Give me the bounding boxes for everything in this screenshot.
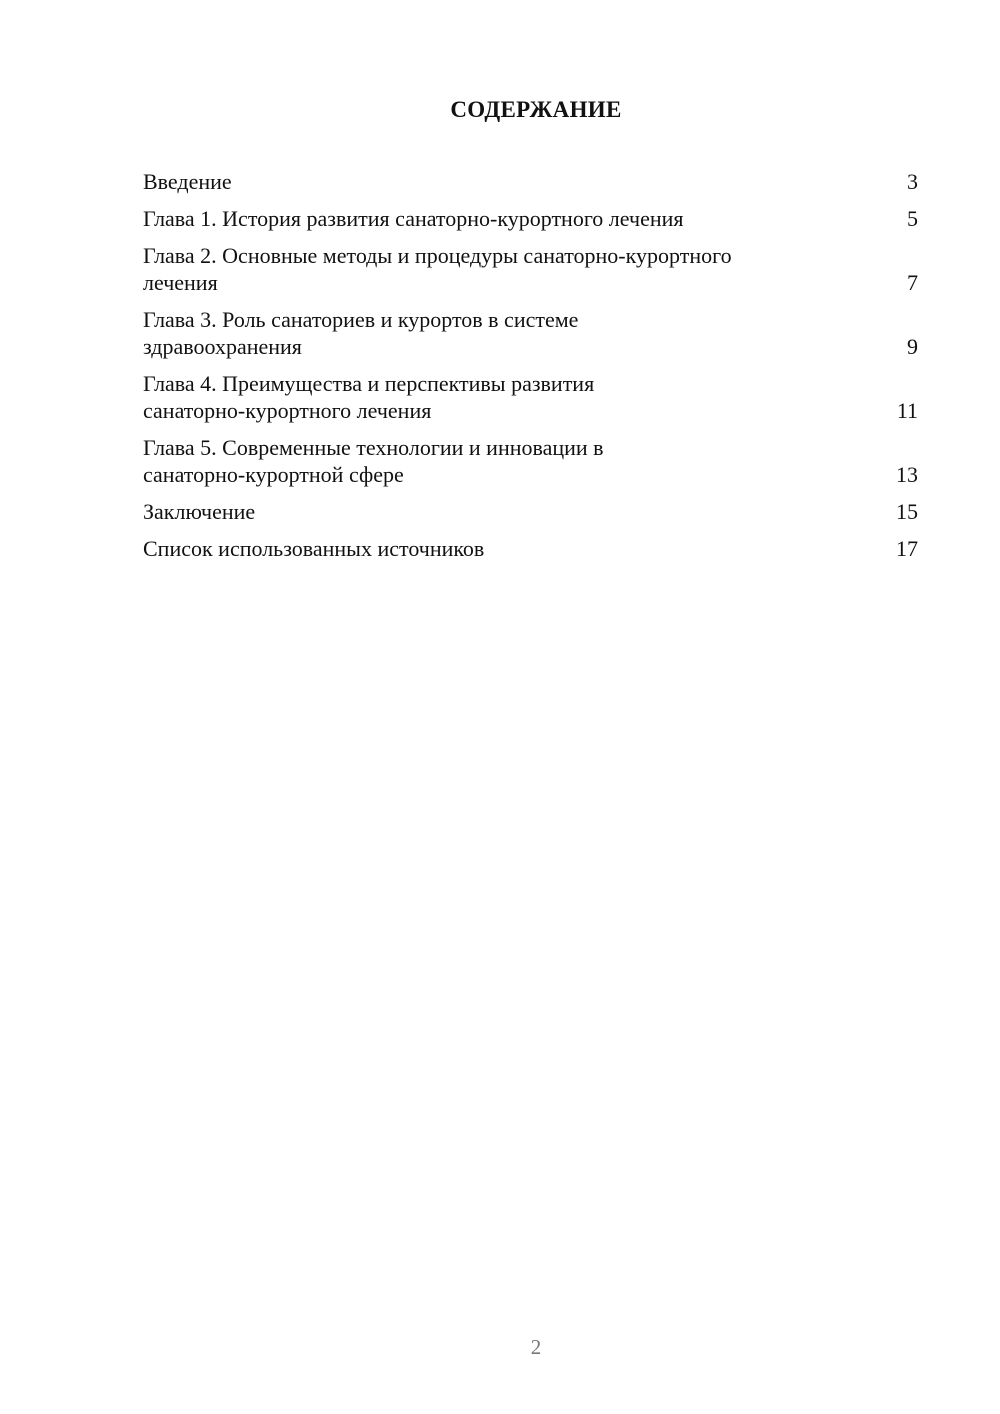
toc-entry-page: 17: [896, 536, 918, 561]
toc-entry-page: 15: [896, 499, 918, 524]
toc-entry-chapter-3: [143, 306, 918, 360]
toc-entry-chapter-2: [143, 242, 918, 296]
toc-entry-page: 7: [907, 270, 918, 295]
page-number: 2: [530, 1335, 542, 1359]
toc-entry-page: 13: [896, 462, 918, 487]
toc-entry-conclusion: [143, 498, 918, 525]
toc-entry-text: Введение: [143, 169, 232, 194]
toc-entry-text: Глава 2. Основные методы и процедуры санаторно-курортного лечения: [143, 243, 732, 295]
toc-entry-text: Глава 3. Роль санаториев и курортов в системе здравоохранения: [143, 307, 579, 359]
toc-heading: СОДЕРЖАНИЕ: [450, 97, 622, 122]
toc-entry-page: 5: [907, 206, 918, 231]
toc-entry-text: Список использованных источников: [143, 536, 485, 561]
toc-entry-text: Глава 1. История развития санаторно-курортного лечения: [143, 206, 684, 231]
toc-entry-text: Глава 4. Преимущества и перспективы развития санаторно-курортного лечения: [143, 371, 595, 423]
toc-entry-text: Глава 5. Современные технологии и инновации в санаторно-курортной сфере: [143, 435, 604, 487]
table-of-contents: [143, 168, 918, 572]
toc-entry-page: 9: [907, 334, 918, 359]
toc-entry-text: Заключение: [143, 499, 256, 524]
toc-entry-chapter-1: [143, 205, 918, 232]
toc-entry-references: [143, 535, 918, 562]
toc-entry-chapter-5: [143, 434, 918, 488]
toc-entry-introduction: [143, 168, 918, 195]
toc-entry-page: 11: [896, 398, 918, 423]
toc-entry-page: 3: [907, 169, 918, 194]
toc-entry-chapter-4: [143, 370, 918, 424]
